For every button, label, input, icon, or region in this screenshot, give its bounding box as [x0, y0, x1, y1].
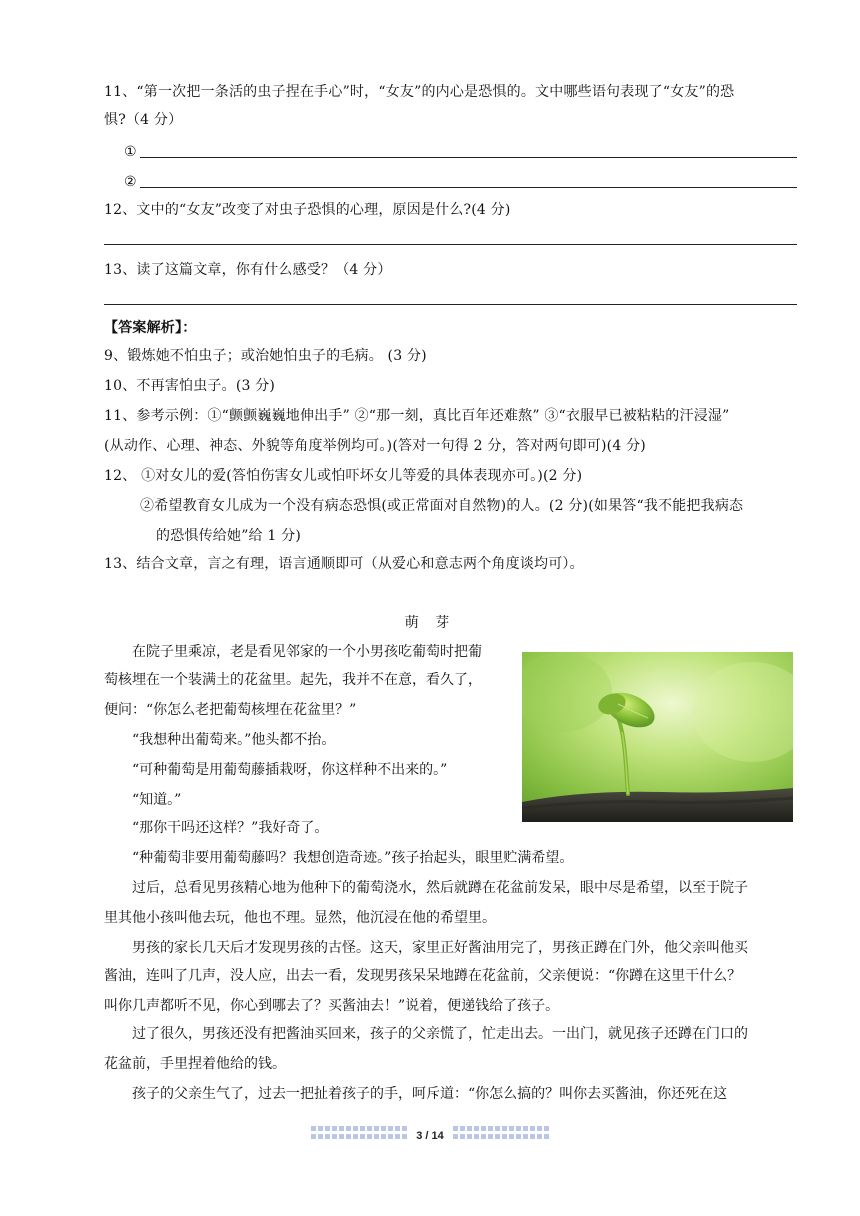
footer-dots-right-icon: [449, 1124, 549, 1142]
question-11-line-1: 11、“第一次把一条活的虫子捏在手心”时，“女友”的内心是恐惧的。文中哪些语句表现了“女友”的恐: [104, 84, 735, 100]
story-paragraph-9-line-1: 过了很久，男孩还没有把酱油买回来，孩子的父亲慌了，忙走出去。一出门，就见孩子还蹲在门口的: [132, 1026, 748, 1042]
story-paragraph-1-line-3: 便问：“你怎么老把葡萄核埋在花盆里？”: [104, 702, 357, 718]
story-paragraph-9-line-2: 花盆前，手里捏着他给的钱。: [104, 1056, 286, 1072]
story-paragraph-7-line-1: 过后，总看见男孩精心地为他种下的葡萄浇水，然后就蹲在花盆前发呆，眼中尽是希望，以至于院子: [132, 880, 748, 896]
footer-dots-left-icon: [311, 1124, 411, 1142]
answer-blank-line-4: [104, 304, 797, 305]
answer-12-line-3: 的恐惧传给她”给 1 分): [156, 528, 302, 544]
story-paragraph-4: “知道。”: [132, 792, 182, 808]
story-paragraph-1-line-2: 萄核埋在一个装满土的花盆里。起先，我并不在意，看久了，: [104, 672, 482, 688]
story-paragraph-8-line-3: 叫你几声都听不见，你心到哪去了？买酱油去！”说着，便递钱给了孩子。: [104, 998, 560, 1014]
story-paragraph-5: “那你干吗还这样？”我好奇了。: [132, 820, 329, 836]
story-paragraph-1-line-1: 在院子里乘凉，老是看见邻家的一个小男孩吃葡萄时把葡: [132, 644, 482, 660]
question-12: 12、文中的“女友”改变了对虫子恐惧的心理，原因是什么?(4 分): [104, 202, 511, 218]
answer-blank-line-3: [104, 244, 797, 245]
answer-11-line-2: (从动作、心理、神态、外貌等角度举例均可。)(答对一句得 2 分，答对两句即可)(4 分): [104, 438, 646, 454]
page-footer: [0, 1122, 860, 1144]
seedling-photo: [522, 652, 793, 822]
story-paragraph-10: 孩子的父亲生气了，过去一把扯着孩子的手，呵斥道：“你怎么搞的？叫你去买酱油，你还死在这: [132, 1086, 728, 1102]
page-number: 3 / 14: [416, 1130, 444, 1142]
answer-blank-line-2: [140, 187, 797, 188]
answer-heading: 【答案解析】：: [104, 320, 197, 336]
answer-12-line-2: ②希望教育女儿成为一个没有病态恐惧(或正常面对自然物)的人。(2 分)(如果答“我不能把我病态: [140, 498, 744, 514]
question-13: 13、读了这篇文章，你有什么感受？（4 分）: [104, 262, 392, 278]
answer-11-line-1: 11、参考示例：①“颤颤巍巍地伸出手” ②“那一刻，真比百年还难熬” ③“衣服早已被粘粘的汗浸湿”: [104, 408, 730, 424]
answer-13: 13、结合文章，言之有理，语言通顺即可（从爱心和意志两个角度谈均可）。: [104, 556, 584, 572]
story-paragraph-6: “种葡萄非要用葡萄藤吗？我想创造奇迹。”孩子抬起头，眼里贮满希望。: [132, 850, 574, 866]
answer-10: 10、不再害怕虫子。(3 分): [104, 378, 276, 394]
question-11-line-2: 惧?（4 分）: [104, 112, 183, 128]
answer-12-line-1: 12、 ①对女儿的爱(答怕伤害女儿或怕吓坏女儿等爱的具体表现亦可。)(2 分): [104, 468, 583, 484]
answer-9: 9、锻炼她不怕虫子；或治她怕虫子的毛病。 (3 分): [104, 348, 427, 364]
story-paragraph-3: “可种葡萄是用葡萄藤插栽呀，你这样种不出来的。”: [132, 762, 448, 778]
story-paragraph-2: “我想种出葡萄来。”他头都不抬。: [132, 732, 336, 748]
answer-blank-label-1: ①: [124, 144, 137, 160]
answer-blank-line-1: [140, 157, 797, 158]
story-title: 萌 芽: [404, 615, 456, 631]
answer-blank-label-2: ②: [124, 174, 137, 190]
story-paragraph-8-line-1: 男孩的家长几天后才发现男孩的古怪。这天，家里正好酱油用完了，男孩正蹲在门外，他父亲叫他买: [132, 940, 748, 956]
story-paragraph-7-line-2: 里其他小孩叫他去玩，他也不理。显然，他沉浸在他的希望里。: [104, 910, 496, 926]
story-paragraph-8-line-2: 酱油，连叫了几声，没人应，出去一看，发现男孩呆呆地蹲在花盆前，父亲便说：“你蹲在这里干什么？: [104, 968, 742, 984]
